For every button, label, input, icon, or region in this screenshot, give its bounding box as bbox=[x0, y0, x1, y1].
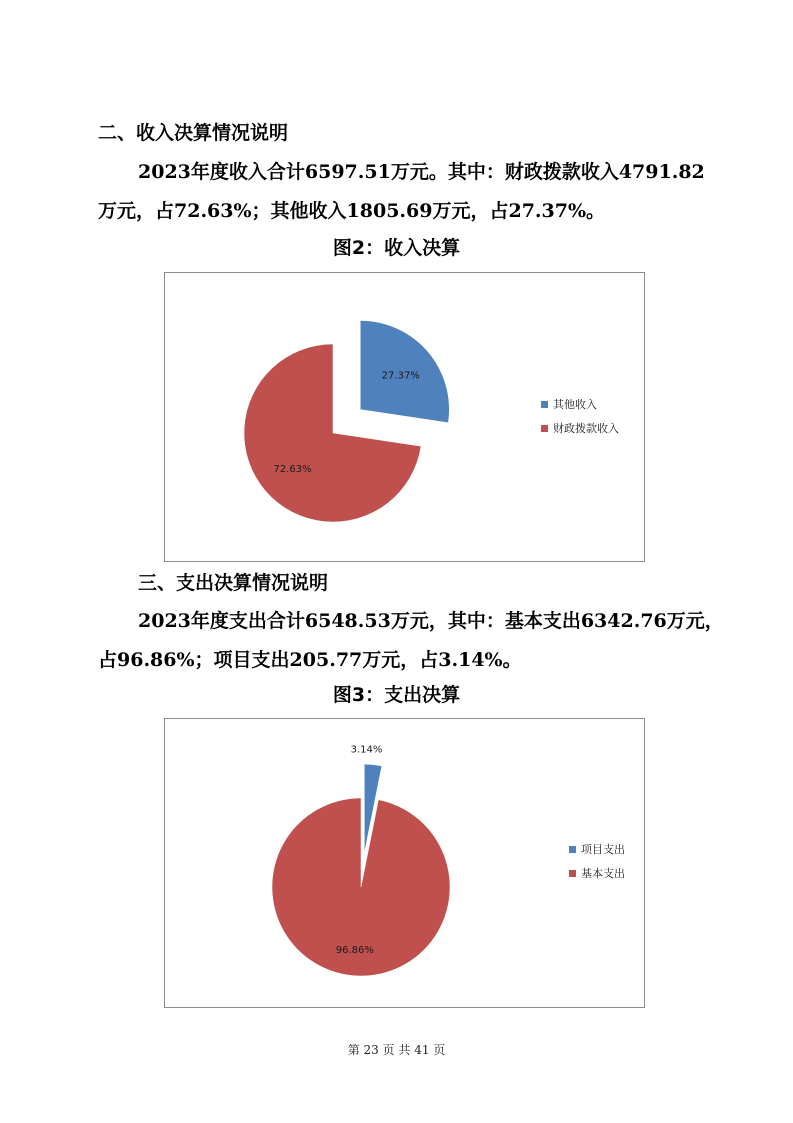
legend-swatch-2-2 bbox=[569, 870, 576, 877]
legend-swatch-1-1 bbox=[541, 401, 548, 408]
section-2-heading: 二、收入决算情况说明 bbox=[98, 122, 289, 144]
section-3-heading: 三、支出决算情况说明 bbox=[138, 572, 329, 594]
section-2-paragraph-line-2: 万元，占72.63%；其他收入1805.69万元，占27.37%。 bbox=[98, 200, 606, 222]
figure-2-title: 图2：收入决算 bbox=[332, 237, 461, 259]
legend-swatch-2-1 bbox=[569, 846, 576, 853]
section-3-paragraph-line-1: 2023年度支出合计6548.53万元，其中：基本支出6342.76万元， bbox=[138, 610, 724, 632]
slice-data-label-1-2: 72.63% bbox=[273, 463, 312, 475]
legend-label-1-1: 其他收入 bbox=[553, 398, 597, 411]
slice-data-label-2-2: 96.86% bbox=[335, 944, 374, 956]
section-2-paragraph-line-1: 2023年度收入合计6597.51万元。其中：财政拨款收入4791.82 bbox=[138, 161, 705, 183]
slice-data-label-2-1: 3.14% bbox=[350, 744, 383, 756]
expenditure-pie-chart bbox=[164, 718, 645, 1008]
section-3-paragraph-line-2: 占96.86%；项目支出205.77万元，占3.14%。 bbox=[98, 649, 522, 671]
income-pie-svg bbox=[165, 273, 644, 561]
income-pie-chart bbox=[164, 272, 645, 562]
legend-label-2-1: 项目支出 bbox=[581, 843, 625, 856]
figure-3-title: 图3：支出决算 bbox=[332, 684, 461, 706]
legend-label-2-2: 基本支出 bbox=[581, 867, 625, 880]
slice-data-label-1-1: 27.37% bbox=[381, 370, 420, 382]
expenditure-pie-svg bbox=[165, 719, 644, 1007]
legend-swatch-1-2 bbox=[541, 425, 548, 432]
legend-label-1-2: 财政拨款收入 bbox=[553, 422, 619, 435]
page-footer: 第 23 页 共 41 页 bbox=[347, 1043, 446, 1057]
